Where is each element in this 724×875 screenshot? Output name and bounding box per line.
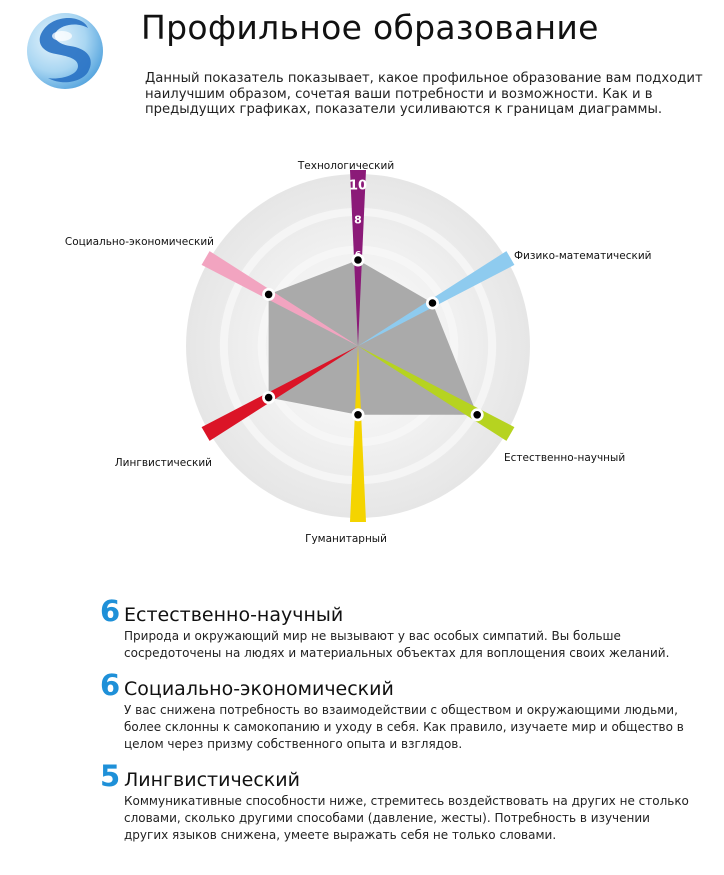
result-item [100, 594, 700, 662]
page-title: Профильное образование [141, 8, 599, 47]
axis-label: Естественно-научный [504, 452, 626, 464]
result-score: 6 [100, 594, 121, 628]
result-description: У вас снижена потребность во взаимодействии с обществом и окружающими людьми, более склонны к самокопанию и уходу в себя. Как правило, изучаете мир и общество в целом через призму собственного опыта и взглядов. [124, 703, 684, 751]
radar-chart [0, 150, 724, 560]
axis-label: Лингвистический [114, 457, 212, 469]
axis-label: Технологический [297, 160, 395, 172]
result-name: Естественно-научный [124, 604, 344, 626]
result-name: Социально-экономический [124, 678, 394, 700]
data-point-dot [354, 411, 362, 419]
result-score: 5 [100, 759, 121, 793]
result-score: 6 [100, 668, 121, 702]
result-description: Природа и окружающий мир не вызывают у вас особых симпатий. Вы больше сосредоточены на людях и материальных объектах для воплощения своих желаний. [124, 629, 670, 660]
scale-label: 8 [354, 213, 362, 227]
axis-label: Гуманитарный [305, 533, 387, 545]
data-point-dot [265, 291, 273, 299]
data-point-dot [473, 411, 481, 419]
data-point-dot [429, 299, 437, 307]
scale-label: 10 [348, 178, 368, 194]
data-point-dot [354, 256, 362, 264]
intro-text: Данный показатель показывает, какое профильное образование вам подходит наилучшим образом, сочетая ваши потребности и возможности. Как и в предыдущих графиках, показатели усиливаются к границам диаграммы. [145, 71, 703, 118]
globe-logo-icon [22, 6, 108, 92]
result-name: Лингвистический [124, 769, 300, 791]
result-item [100, 668, 700, 753]
axis-label: Социально-экономический [64, 236, 214, 248]
result-item [100, 759, 700, 844]
results-list [100, 594, 700, 850]
data-point-dot [265, 394, 273, 402]
result-description: Коммуникативные способности ниже, стремитесь воздействовать на других не столько словами, сколько другими способами (давление, жесты). Потребность в изучении других языков снижена, умеете выражать себя не только словами. [124, 794, 689, 842]
axis-label: Физико-математический [514, 250, 652, 262]
